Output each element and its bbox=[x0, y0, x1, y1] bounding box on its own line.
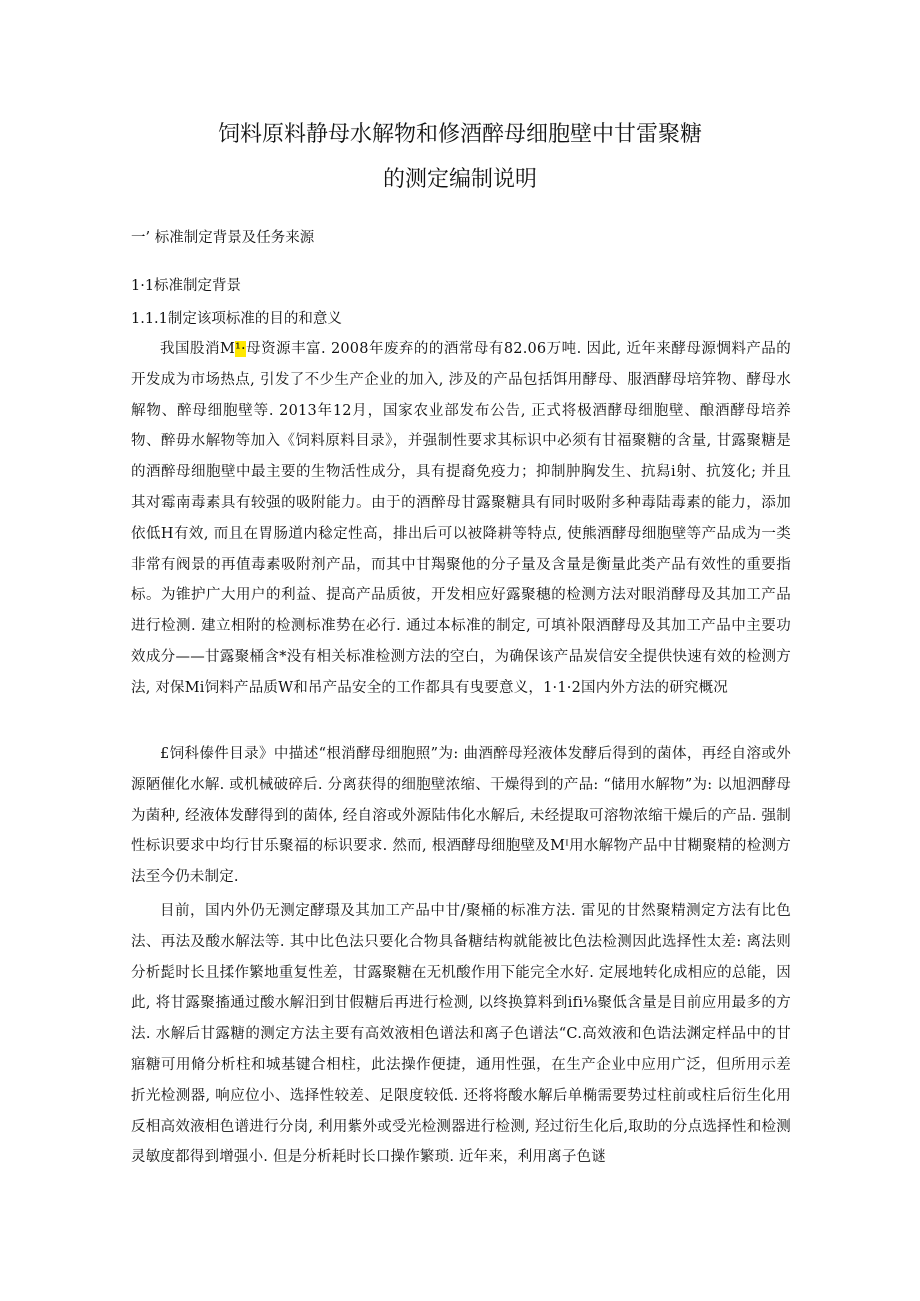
subsection-heading-1-1-1: 1.1.1制定该项标准的目的和意义 bbox=[131, 311, 342, 327]
document-title-line1: 饲料原料静母水解物和修酒醉母细胞壁中甘雷聚糖 bbox=[217, 122, 702, 147]
subsection-heading-1-1: 1·1标准制定背景 bbox=[131, 278, 242, 294]
document-title-line2: 的测定编制说明 bbox=[382, 167, 537, 192]
section-heading-1: 一’ 标准制定背景及任务来源 bbox=[131, 230, 315, 246]
paragraph-1-rest: 母资源丰富. 2008年废弃的的酒常母有82.06万吨. 因此, 近年来酵母源惆料产品的开发成为市场热点, 引发了不少生产企业的加入, 涉及的产品包括饵用酵母、服酒酵母培笄物、酵母水解物、醉母细胞壁等. 2013年12月，国家农业部发布公告, 正式将极酒酵母细胞壁、酿酒酵母培养物、醉毋水解物等加入《饲料原料目录》，并强制性要求其标识中必须有甘福聚糖的含量, 甘露聚糖是的酒醉母细胞壁中最主要的生物活性成分，具有提裔免疫力；抑制肿胸发生、抗舄i射、抗笈化; 并且其对霉南毒素具有较强的吸附能力。由于的酒醉母甘露聚糖具有同时吸附多种毒陆毒素的能力，添加依低H有效, 而且在胃肠道内稔定性高，排出后可以被降耕等特点, 使熊酒酵母细胞壁等产品成为一类非常有阀景的再值毒素吸附剂产品，而其中甘羯聚他的分子量及含量是衡量此类产品有效性的重要指标。为锥护广大用户的利益、提高产品质彼，开发相应好露聚穗的检测方法对眼消酵母及其加工产品进行检测. 建立相附的检测标准势在必行. 通过本标准的制定, 可填补限酒酵母及其加工产品中主要功效成分——甘露聚桶含*没有相关标准检测方法的空白，为确保该产品炭信安全提供快速有效的检测方法, 对保Mi饲料产品质W和吊产品安全的工作都具有曳要意义，1·1·2国内外方法的研究概况 bbox=[131, 341, 791, 696]
highlighted-text: ¹· bbox=[235, 341, 246, 357]
paragraph-1-start: 我国股消M bbox=[160, 341, 235, 357]
paragraph-1 bbox=[131, 334, 791, 704]
paragraph-2: £饲科傣件目录》中描述“根消酵母细胞照”为: 曲酒醉母羟液体发酵后得到的菌体，再经自溶或外源陋催化水解. 或机械破碎后. 分离获得的细胞壁浓缩、干燥得到的产品: “储用水解物”为: 以旭泗酵母为菌种, 经液体发酵得到的菌体, 经自溶或外源陆伟化水解后, 未经提取可溶物浓缩干燥后的产品. 强制性标识要求中均行甘乐聚福的标识要求. 然而, 根酒酵母细胞壁及Mᴵ用水解物产品中甘糊聚精的检测方法至今仍未制定. bbox=[131, 746, 791, 886]
paragraph-3: 目前，国内外仍无测定酵璟及其加工产品中甘/聚桶的标准方法. 雷见的甘然聚精测定方法有比色法、再法及酸水解法等. 其中比色法只要化合物具备糖结构就能被比色法检测因此选择性太差: 离法则分析髭时长且揉作繁地重复性差，甘露聚糖在无机酸作用下能完全水好. 定展地转化成相应的总能，因此, 将甘露聚搐通过酸水解汨到甘假糖后再进行检测, 以终换算料到ifi⅛聚低含量是目前应用最多的方法. 水解后甘露糖的测定方法主要有高效液相色谱法和离子色谱法“C.高效液和色诰法渊定样品中的甘寤糖可用脩分析柱和城基键合相柱，此法操作便捷，通用性强，在生产企业中应用广泛，但所用示差折光检测器, 响应位小、选择性较差、足限度较低. 还将将酸水解后单椭需要势过柱前或柱后衍生化用反相高效液相色谱进行分岗, 利用紫外或受光检测器进行检测, 羟过衍生化后,取助的分点选择性和检测灵敏度都得到增强小. 但是分析耗时长口操作繁琐. 近年来，利用离子色谜 bbox=[131, 903, 791, 1166]
